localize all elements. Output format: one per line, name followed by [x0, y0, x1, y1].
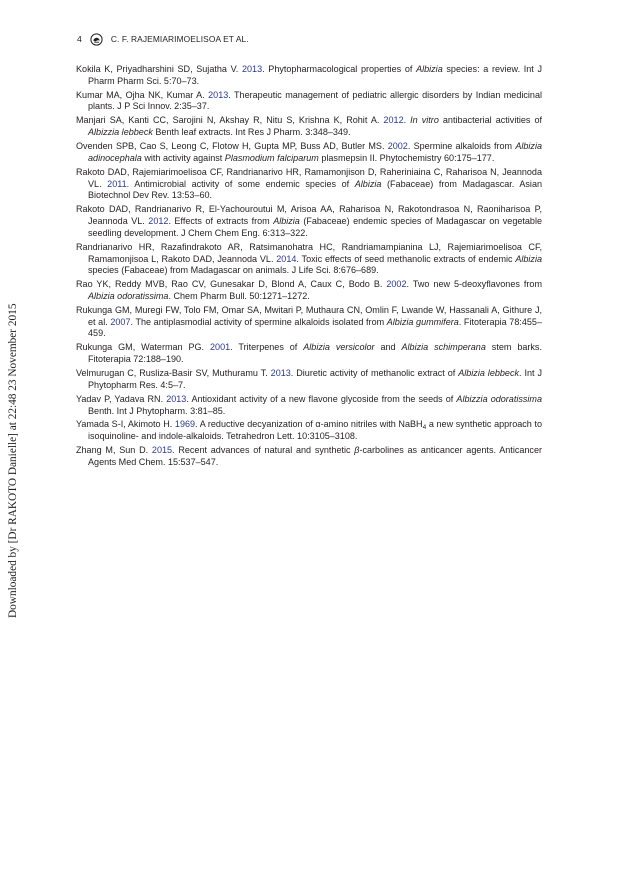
reference-year-link[interactable]: 2012 — [148, 216, 169, 227]
reference-item: Rakoto DAD, Randrianarivo R, El-Yachouroutui M, Arisoa AA, Raharisoa N, Rakotondrasoa N, Raoniharisoa P, Jeannoda VL. 2012. Effects of extracts from Albizia (Fabaceae) endemic species of Madagascar on vegetable seedling development. J Chem Chem Eng. 6:313–322. — [76, 204, 542, 238]
reference-list — [76, 64, 542, 471]
reference-item: Velmurugan C, Rusliza-Basir SV, Muthuramu T. 2013. Diuretic activity of methanolic extract of Albizia lebbeck. Int J Phytopharm Res. 4:5–7. — [76, 368, 542, 390]
reference-item: Yadav P, Yadava RN. 2013. Antioxidant activity of a new flavone glycoside from the seeds of Albizzia odoratissima Benth. Int J Phytopharm. 3:81–85. — [76, 393, 542, 416]
reference-year-link[interactable]: 2001 — [210, 342, 231, 353]
reference-year-link[interactable]: 2013 — [166, 393, 187, 404]
reference-year-link[interactable]: 2013 — [270, 368, 291, 379]
download-watermark-text: Downloaded by [Dr RAKOTO Danielle] at 22:48 23 November 2015 — [7, 303, 19, 618]
reference-item: Rakoto DAD, Rajemiarimoelisoa CF, Randrianarivo HR, Ramamonjison D, Raheriniaina C, Raharisoa N, Jeannoda VL. 2011. Antimicrobial activity of some endemic species of Albizia (Fabaceae) from Madagascar. Asian Biotechnol Dev Rev. 13:53–60. — [76, 166, 543, 201]
reference-year-link[interactable]: 2002 — [387, 141, 408, 152]
reference-item: Ovenden SPB, Cao S, Leong C, Flotow H, Gupta MP, Buss AD, Butler MS. 2002. Spermine alkaloids from Albizia adinocephala with activity against Plasmodium falciparum plasmepsin II. Phytochemistry 60:175–177. — [76, 141, 542, 163]
reference-year-link[interactable]: 2002 — [386, 279, 407, 290]
reference-item: Rukunga GM, Waterman PG. 2001. Triterpenes of Albizia versicolor and Albizia schimperana stem barks. Fitoterapia 72:188–190. — [76, 342, 542, 365]
reference-item: Kumar MA, Ojha NK, Kumar A. 2013. Therapeutic management of pediatric allergic disorders by Indian medicinal plants. J P Sci Innov. 2:35–37. — [76, 89, 542, 112]
page-number: 4 — [77, 34, 82, 44]
reference-year-link[interactable]: 2013 — [208, 89, 229, 100]
reference-year-link[interactable]: 2007 — [110, 316, 131, 327]
reference-item: Manjari SA, Kanti CC, Sarojini N, Akshay R, Nitu S, Krishna K, Rohit A. 2012. In vitro antibacterial activities of Albizzia lebbeck Benth leaf extracts. Int Res J Pharm. 3:348–349. — [76, 115, 542, 138]
reference-item: Rao YK, Reddy MVB, Rao CV, Gunesakar D, Blond A, Caux C, Bodo B. 2002. Two new 5-deoxyflavones from Albizia odoratissima. Chem Pharm Bull. 50:1271–1272. — [76, 279, 542, 301]
reference-item: Yamada S-I, Akimoto H. 1969. A reductive decyanization of α-amino nitriles with NaBH$_4$ a new synthetic approach to isoquinoline- and indole-alkaloids. Tetrahedron Lett. 10:3105–3108. — [76, 419, 542, 442]
reference-year-link[interactable]: 2011 — [107, 178, 127, 189]
reference-item: Zhang M, Sun D. 2015. Recent advances of natural and synthetic β-carbolines as anticancer agents. Anticancer Agents Med Chem. 15:537–547. — [76, 445, 542, 467]
running-head-authors: C. F. RAJEMIARIMOELISOA ET AL. — [110, 34, 249, 44]
reference-item: Rukunga GM, Muregi FW, Tolo FM, Omar SA, Mwitari P, Muthaura CN, Omlin F, Lwande W, Hassanali A, Githure J, et al. 2007. The antiplasmodial activity of spermine alkaloids isolated from Albizia gummifera. Fitoterapia 78:455–459. — [76, 304, 542, 339]
reference-year-link[interactable]: 2012 — [383, 115, 404, 126]
publisher-logo-icon — [90, 33, 103, 46]
reference-year-link[interactable]: 2014 — [276, 253, 297, 264]
reference-year-link[interactable]: 2015 — [151, 445, 173, 456]
reference-year-link[interactable]: 1969 — [174, 419, 196, 430]
reference-item: Randrianarivo HR, Razafindrakoto AR, Ratsimanohatra HC, Randriamampianina LJ, Rajemiarimoelisoa CF, Ramamonjisoa L, Rakoto DAD, Jeannoda VL. 2014. Toxic effects of seed methanolic extracts of endemic Albizia species (Fabaceae) from Madagascar on animals. J Life Sci. 8:676–689. — [76, 241, 542, 276]
running-header — [77, 31, 249, 47]
reference-item: Kokila K, Priyadharshini SD, Sujatha V. 2013. Phytopharmacological properties of Albizia species: a review. Int J Pharm Pharm Sci. 5:70–73. — [76, 64, 543, 86]
download-watermark — [4, 262, 24, 618]
reference-year-link[interactable]: 2013 — [241, 64, 263, 74]
